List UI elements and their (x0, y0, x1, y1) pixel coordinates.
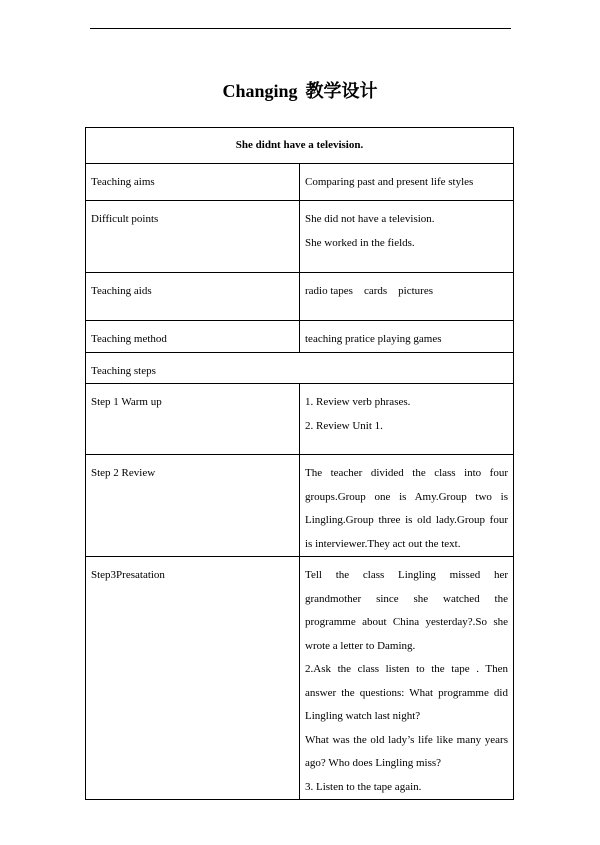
teaching-method-label: Teaching method (86, 321, 300, 353)
teaching-aids-value: radio tapes cards pictures (300, 273, 514, 321)
table-row-teaching-steps (86, 352, 514, 384)
header-rule (90, 28, 511, 29)
teaching-aims-value: Comparing past and present life styles (300, 164, 514, 201)
table-row-teaching-method (86, 321, 514, 353)
table-row-teaching-aids (86, 273, 514, 321)
teaching-aids-label: Teaching aids (86, 273, 300, 321)
step3-value (300, 557, 514, 800)
step1-line: 2. Review Unit 1. (305, 419, 383, 432)
step3-label: Step3Presatation (86, 557, 300, 800)
table-row-teaching-aims (86, 164, 514, 201)
teaching-aims-label: Teaching aims (86, 164, 300, 201)
table-row-difficult-points (86, 201, 514, 273)
table-heading: She didnt have a television. (86, 128, 514, 164)
table-row-step2 (86, 455, 514, 557)
title-chinese: 教学设计 (305, 81, 378, 102)
teaching-steps-label: Teaching steps (86, 352, 514, 384)
step3-paragraph: 3. Listen to the tape again. (305, 780, 422, 793)
difficult-points-label: Difficult points (86, 201, 300, 273)
step3-paragraph: Tell the class Lingling missed her grandmother since she watched the programme about China yesterday?.So she wrote a letter to Daming. (305, 569, 508, 652)
step2-label: Step 2 Review (86, 455, 300, 557)
difficult-points-value (300, 201, 514, 273)
difficult-point-line: She worked in the fields. (305, 236, 415, 249)
table-heading-row (86, 128, 514, 164)
step3-paragraph: 2.Ask the class listen to the tape . Then answer the questions: What programme did Lingling watch last night? (305, 663, 508, 722)
step1-value (300, 384, 514, 455)
table-row-step3 (86, 557, 514, 800)
step1-line: 1. Review verb phrases. (305, 396, 411, 408)
difficult-point-line: She did not have a television. (305, 213, 435, 225)
step3-paragraph: What was the old lady’s life like many years ago? Who does Lingling miss? (305, 733, 508, 769)
title-english: Changing (222, 81, 298, 101)
lesson-plan-table (85, 127, 514, 800)
step1-label: Step 1 Warm up (86, 384, 300, 455)
step2-value: The teacher divided the class into four groups.Group one is Amy.Group two is Lingling.Group three is old lady.Group four is interviewer.They act out the text. (300, 455, 514, 557)
table-row-step1 (86, 384, 514, 455)
teaching-method-value: teaching pratice playing games (300, 321, 514, 353)
page-title (0, 77, 600, 103)
